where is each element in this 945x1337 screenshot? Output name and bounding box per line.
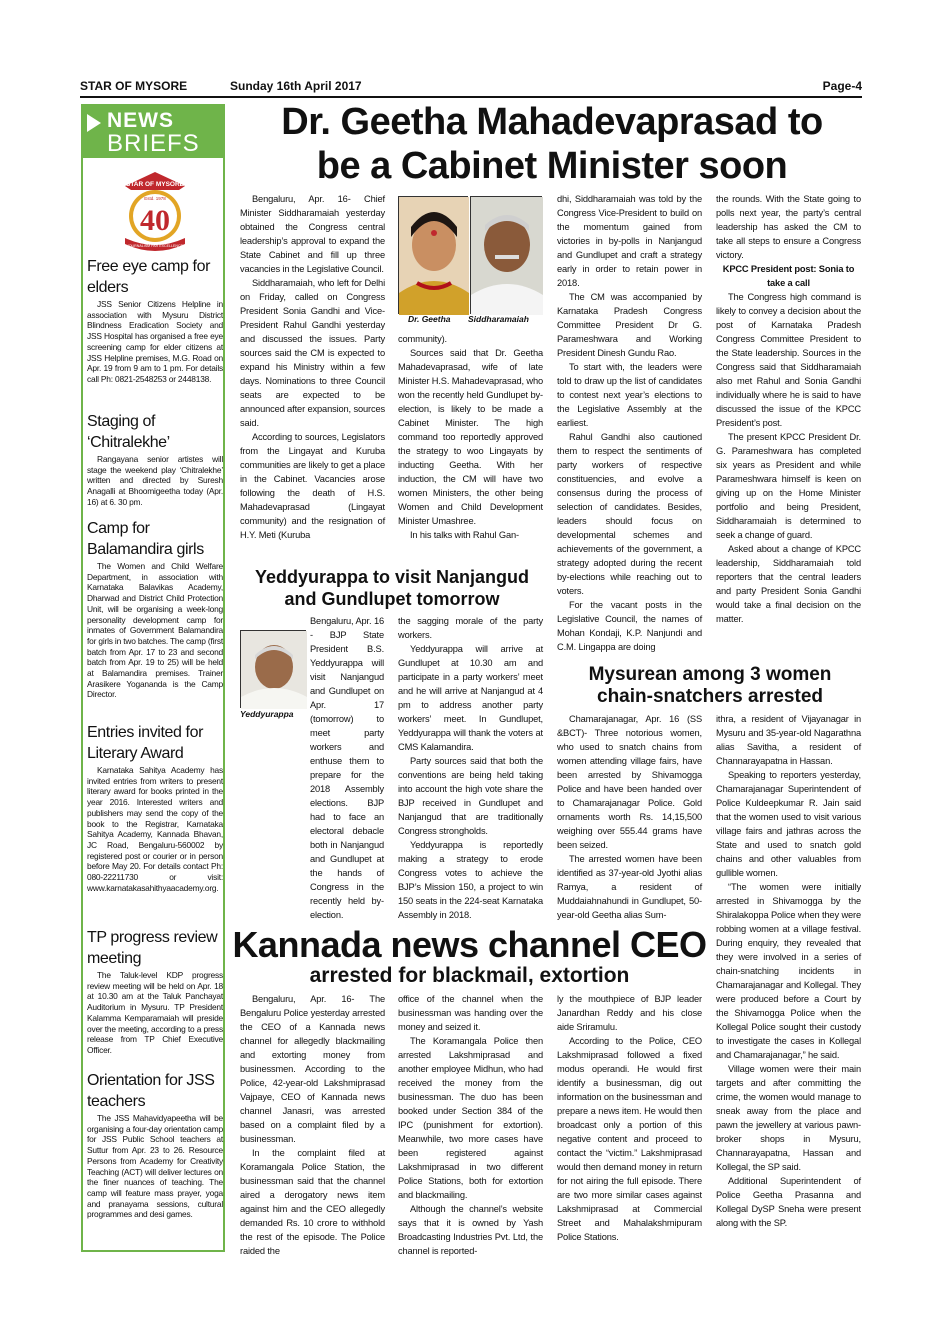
brief-text: The Taluk-level KDP progress review meeting will be held on Apr. 18 at 10.30 am at the Taluk Panchayat Auditorium in Mysuru. TP President Kalamma Kemparamaiah will preside over the meeting, according to a press release from TP Chief Executive Officer.: [87, 970, 223, 1055]
arrow-icon: [87, 114, 101, 132]
article4-headline-line2: arrested for blackmail, extortion: [309, 964, 630, 987]
paragraph: “The women were initially arrested in Shivamogga by the Shiralakoppa Police when they were robbing women at a village festival. During enquiry, they revealed that they were involved in a series of chain-snatching incidents in Chamarajanagar and Kollegal. They were produced before a Court by the Shivamogga Police when the Kollegal Police sought their custody to investigate the cases in Kollegal and Chamarajanagar,” he said.: [716, 882, 861, 1060]
brief-title: Staging of ‘Chitralekhe’: [87, 413, 170, 451]
paragraph: The CM was accompanied by Karnataka Pradesh Congress Committee President Dr G. Parameshwara and Working President Dinesh Gundu Rao.: [557, 292, 702, 358]
paragraph: ly the mouthpiece of BJP leader Janardhan Reddy and his close aide Sriramulu.: [557, 994, 702, 1032]
article4-headline-line1: Kannada news channel CEO: [232, 924, 707, 965]
dr-geetha-photo: [398, 196, 468, 314]
article4-col1: [240, 992, 385, 1262]
article1-col2: [398, 332, 543, 562]
article2-headline-line1: Yeddyurappa to visit Nanjangud: [254, 567, 530, 587]
news-briefs-title-briefs: BRIEFS: [107, 130, 200, 157]
article2-headline-line2: and Gundlupet tomorrow: [284, 589, 500, 609]
article1-headline-line1: Dr. Geetha Mahadevaprasad to: [281, 101, 823, 143]
logo-est-text: Estd. 1978: [144, 196, 166, 201]
page-number: Page-4: [822, 79, 862, 93]
yeddyurappa-portrait-icon: [241, 631, 307, 709]
article2-col1-top: Bengaluru, Apr. 16 - BJP State President B.S. Yeddyurappa will visit Nanjangud and Gundlupet on Apr. 17 (tomorrow) to meet party workers and enthuse them to prepare for the 2018 Assembly elections. BJP had to face an electoral debacle both in Nanjangud and Gundlupet at the hands of Congress in the recently held by-election.: [310, 616, 384, 920]
paragraph: community).: [398, 334, 447, 344]
paragraph: Chamarajanagar, Apr. 16 (SS &BCT)- Three notorious women, who used to snatch chains from women attending village fairs, have been arrested by Shivamogga Police and have been handed over to Chamarajanagar Police. Gold ornaments worth Rs. 14,15,500 weighing over 555.44 grams have been seized.: [557, 714, 702, 850]
paragraph: ithra, a resident of Vijayanagar in Mysuru and 35-year-old Nagarathna alias Savitha, a resident of Channarayapatna in Hassan.: [716, 714, 861, 766]
article3-col1: [557, 712, 702, 926]
paragraph: In his talks with Rahul Gan-: [410, 530, 519, 540]
caption-siddharamaiah: Siddharamaiah: [468, 314, 529, 324]
paragraph: the rounds. With the State going to polls next year, the party’s central leadership has asked the CM to take all steps to ensure a Congress victory.: [716, 194, 861, 260]
paragraph: To start with, the leaders were told to draw up the list of candidates to contest next year’s elections to the Legislative Assembly at the earliest.: [557, 362, 702, 428]
siddharamaiah-photo: [470, 196, 542, 314]
paragraph: Yeddyurappa will arrive at Gundlupet at 10.30 am and participate in a party workers’ meet and he will arrive at Nanjangud at 4 pm to address another party workers’ meet. In Gundlupet, Yeddyurappa will thank the voters at CMS Kalamandira.: [398, 644, 543, 752]
paragraph: Sources said that Dr. Geetha Mahadevaprasad, wife of late Minister H.S. Mahadevaprasad, who won the recently held Gundlupet by-election, is likely to be made a Cabinet Minister. The high command too reportedly approved the strategy to woo Lingayats by inducting Geetha. With her induction, the CM will have two women Ministers, the other being Women and Child Development Minister Umashree.: [398, 348, 543, 526]
paragraph: the sagging morale of the party workers.: [398, 616, 543, 640]
star-of-mysore-40-logo: [119, 168, 191, 252]
paragraph: Although the channel’s website says that it is owned by Yash Broadcasting Industries Pvt. Ltd, the channel is reported-: [398, 1204, 543, 1256]
issue-date: Sunday 16th April 2017: [230, 79, 362, 93]
article3-headline-line1: Mysurean among 3 women: [588, 664, 832, 685]
paragraph: The Congress high command is likely to convey a decision about the post of Karnataka Pradesh Congress Committee President to the State leadership. Sources in the Congress said that Siddharamaiah also met Rahul and Sonia Gandhi individually where he is said to have discussed the issue of the KPCC President’s post.: [716, 292, 861, 428]
logo-top-text: STAR OF MYSORE: [125, 181, 185, 188]
paragraph: Rahul Gandhi also cautioned them to respect the sentiments of party workers of respective constituencies, and evolve a consensus during the process of selection of candidates. Besides, leaders should focus on developmental schemes and achievements of the government, a strategy adopted during the recent by-elections while reaching out to voters.: [557, 432, 702, 596]
caption-yeddyurappa: Yeddyurappa: [240, 709, 294, 719]
brief-text: Rangayana senior artistes will stage the weekend play ‘Chitralekhe’ written and directed by Suresh Anagalli at Bhoomigeetha today (Apr. 16) at 6. 30 pm.: [87, 454, 223, 507]
paragraph: The present KPCC President Dr. G. Parameshwara has completed six years as President and while Parameshwara himself is keen on giving up on the Home Minister portfolio and being President, Siddharamaiah is determined to seek a change of guard.: [716, 432, 861, 540]
brief-text: Karnataka Sahitya Academy has invited entries from writers to present literary award for books printed in the year 2016. Interested writers and publishers may send the copy of the book to the Registrar, Karnataka Sahitya Academy, Kannada Bhavan, JC Road, Bengaluru-560002 by registered post or courier or in person before May 20. For details contact Ph: 080-22211730 or visit: www.karnatakasahithyaacademy.org.: [87, 765, 223, 893]
paragraph: The Koramangala Police then arrested Lakshmiprasad and another employee Midhun, who had received the money from the businessman. The duo has been booked under Section 384 of the IPC (punishment for extortion). Meanwhile, two more cases have been registered against Lakshmiprasad in two different Police Stations, both for extortion and blackmailing.: [398, 1036, 543, 1200]
paragraph: For the vacant posts in the Legislative Council, the names of Mohan Kondaji, K.P. Nanjundi and C.M. Lingappa are doing: [557, 600, 702, 652]
news-briefs-title-news: NEWS: [107, 109, 174, 132]
article1-col4: [716, 192, 861, 656]
masthead: [80, 79, 862, 97]
news-briefs-header: [83, 106, 223, 158]
paragraph: Asked about a change of KPCC leadership, Siddharamaiah told reporters that the central leaders and party President Sonia Gandhi would take a final decision on the matter.: [716, 544, 861, 624]
brief-title: Orientation for JSS teachers: [87, 1072, 215, 1110]
article3-col2: [716, 712, 861, 1262]
article3-headline-line2: chain-snatchers arrested: [597, 686, 823, 707]
news-briefs-panel: [81, 104, 225, 1252]
paragraph: In the complaint filed at Koramangala Police Station, the businessman said that the channel aired a derogatory news item against him and the CEO allegedly demanded Rs. 10 crore to withhold the rest of the episode. The Police raided the: [240, 1148, 385, 1256]
subhead-kpcc-president: KPCC President post: Sonia to take a call: [722, 264, 855, 288]
article2-col2: [398, 614, 543, 922]
paragraph: The arrested women have been identified as 37-year-old Jyothi alias Ramya, a resident of Muddaiahnahundi in Gundlupet, 50-year-old Geetha alias Sum-: [557, 854, 702, 920]
dr-geetha-portrait-icon: [399, 197, 469, 315]
logo-number: 40: [140, 204, 170, 237]
article1-headline-line2: be a Cabinet Minister soon: [316, 145, 788, 187]
brief-title: Free eye camp for elders: [87, 258, 211, 296]
paper-name: STAR OF MYSORE: [80, 79, 188, 93]
logo-bottom-text: JOURNALISM PAR EXCELLENCE: [126, 244, 184, 248]
paragraph: Additional Superintendent of Police Geetha Prasanna and Kollegal DySP Sneha were present along with the SP.: [716, 1176, 861, 1228]
brief-text: JSS Senior Citizens Helpline in association with Mysuru District Blindness Eradication Society and JSS Hospital has organised a free eye screening camp for elder citizens at JSS Helpline premises, M.G. Road on Apr. 19 from 9 am to 1 pm. For details call Ph: 0821-2548253 or 2448138.: [87, 299, 223, 384]
article1-col3: [557, 192, 702, 652]
paragraph: Speaking to reporters yesterday, Chamarajanagar Superintendent of Police Kuldeepkumar R. Jain said that the women used to visit various village fairs and jathras across the State and used to snatch gold chains and other valuables from gullible women.: [716, 770, 861, 878]
paragraph: dhi, Siddharamaiah was told by the Congress Vice-President to build on the momentum gained from victories in by-polls in Nanjangud and Gundlupet and craft a strategy early in order to retain power in 2018.: [557, 194, 702, 288]
brief-title: Camp for Balamandira girls: [87, 520, 204, 558]
paragraph: Party sources said that both the conventions are being held taking into account the high vote share the BJP received in Gundlupet and Nanjangud that are traditionally Congress strongholds.: [398, 756, 543, 836]
article4-col3: [557, 992, 702, 1262]
paragraph: Bengaluru, Apr. 16- The Bengaluru Police yesterday arrested the CEO of a Kannada news channel for allegedly blackmailing and extorting money from businessmen. According to the Police, 42-year-old Lakshmiprasad Vajpaye, CEO of Kannada news channel Janasri, was arrested based on a complaint filed by a businessman.: [240, 994, 385, 1144]
paragraph: According to sources, Legislators from the Lingayat and Kuruba communities are likely to get a place in the Cabinet. Vacancies arose following the death of H.S. Mahadevaprasad (Lingayat community) and the resignation of H.Y. Meti (Kuruba: [240, 432, 385, 540]
paragraph: Siddharamaiah, who left for Delhi on Friday, called on Congress President Sonia Gandhi and Vice-President Rahul Gandhi yesterday and discussed the issues. Party sources said the CM is expected to expand his Ministry within a few days. Nominations to three Council seats are expected to be announced after expansion, sources said.: [240, 278, 385, 428]
paragraph: Yeddyurappa is reportedly making a strategy to erode Congress votes to achieve the BJP’s Mission 150, a project to win 150 seats in the 224-seat Karnataka Assembly in 2018.: [398, 840, 543, 920]
paragraph: According to the Police, CEO Lakshmiprasad followed a fixed modus operandi. He would first identify a businessman, dig out information on the businessman and prepare a news item. He would then broadcast only a portion of this negative content and proceed to contact the “victim.” Lakshmiprasad would then demand money in return for not airing the full episode. There are two more similar cases against Lakshmiprasad at Commercial Street and Mahalakshmipuram Police Stations.: [557, 1036, 702, 1242]
article4-col2: [398, 992, 543, 1262]
yeddyurappa-photo: [240, 630, 306, 708]
paragraph: Village women were their main targets and after committing the crime, the women would manage to sneak away from the place and pawn the jewellery at various pawn-broker shops in Mysuru, Channarayapatna, Hassan and Kollegal, the SP said.: [716, 1064, 861, 1172]
masthead-rule: [80, 96, 862, 98]
brief-title: Entries invited for Literary Award: [87, 724, 204, 762]
brief-text: The Women and Child Welfare Department, in association with Karnataka Balavikas Academy, Dharwad and District Child Protection Unit, will be organising a week-long personality development camp for inmates of Government Balamandira for girls in two batches. The camp (first batch from Apr. 17 to 23 and second batch from Apr. 19 to 25) will be held at Balamandira premises. Trainer Arasikere Yogananda is the Camp Director.: [87, 561, 223, 700]
caption-dr-geetha: Dr. Geetha: [408, 314, 451, 324]
siddharamaiah-portrait-icon: [471, 197, 543, 315]
brief-text: The JSS Mahavidyapeetha will be organising a four-day orientation camp for JSS Public School teachers at Suttur from Apr. 23 to 26. Resource Persons from Academy for Creativity Teaching (ACT) will deliver lectures on the finer nuances of teaching. The camp will feature mass prayer, yoga and pranayama sessions, cultural programmes and desi games.: [87, 1113, 223, 1220]
paragraph: office of the channel when the businessman was handing over the money and seized it.: [398, 994, 543, 1032]
article1-col1: [240, 192, 385, 562]
brief-title: TP progress review meeting: [87, 929, 218, 967]
paragraph: Bengaluru, Apr. 16- Chief Minister Siddharamaiah yesterday obtained the Congress central leadership’s approval to expand the State Cabinet and fill up three vacancies in the Legislative Council.: [240, 194, 385, 274]
